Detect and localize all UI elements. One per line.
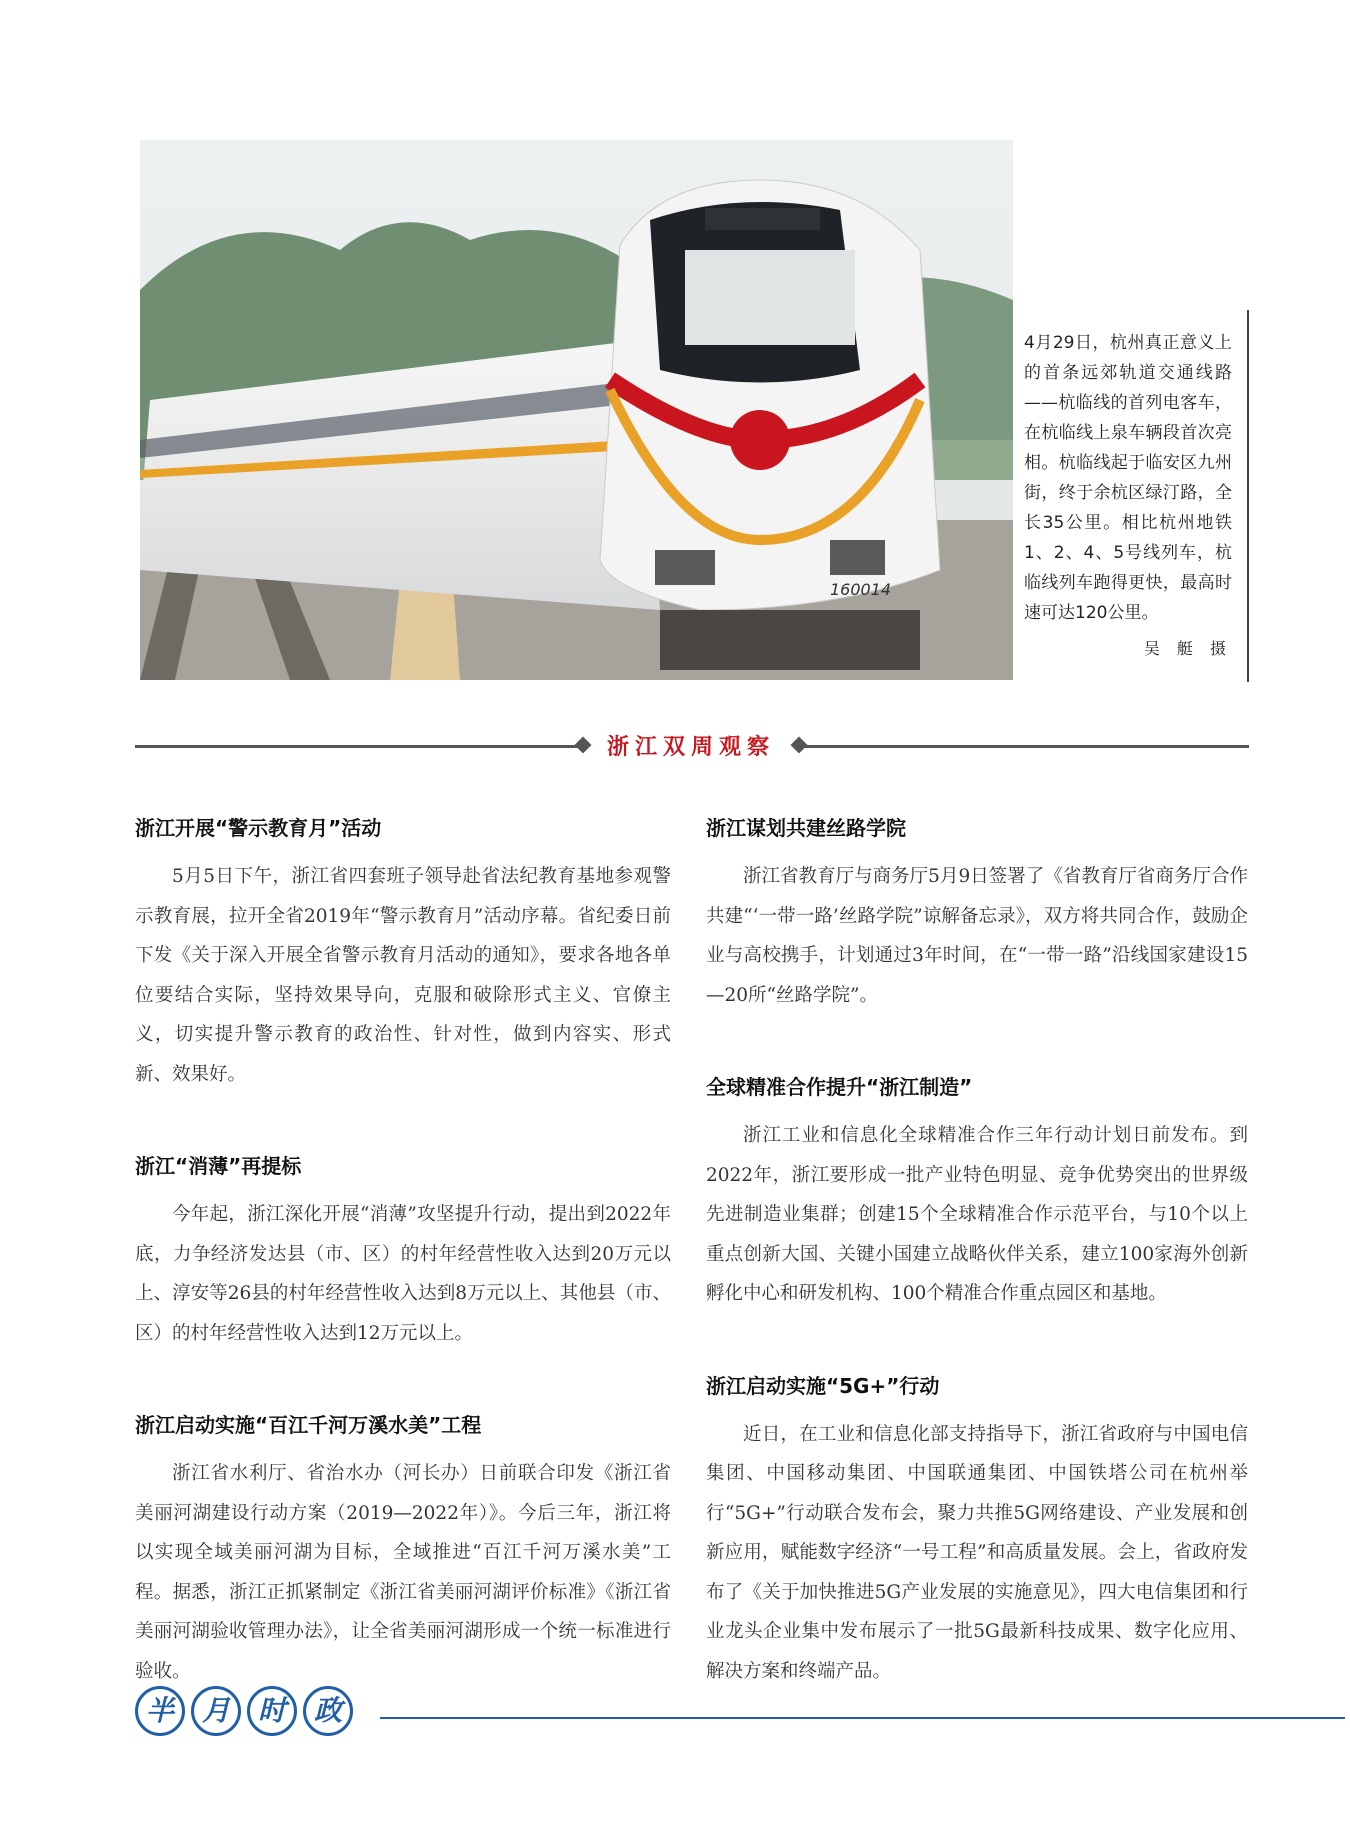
logo-char: 半	[135, 1686, 185, 1736]
logo-char: 月	[191, 1686, 241, 1736]
photo-credit: 吴 艇 摄	[1143, 639, 1232, 658]
article	[706, 812, 1248, 1015]
section-rule-left	[135, 745, 583, 748]
article-body: 浙江省教育厅与商务厅5月9日签署了《省教育厅省商务厅合作共建“‘一带一路’丝路学院”谅解备忘录》，双方将共同合作，鼓励企业与高校携手，计划通过3年时间，在“一带一路”沿线国家建设15—20所“丝路学院”。	[706, 866, 1248, 1006]
article-body: 浙江省水利厅、省治水办（河长办）日前联合印发《浙江省美丽河湖建设行动方案（2019—2022年）》。今后三年，浙江将以实现全域美丽河湖为目标，全域推进“百江千河万溪水美”工程。据悉，浙江正抓紧制定《浙江省美丽河湖评价标准》《浙江省美丽河湖验收管理办法》，让全省美丽河湖形成一个统一标准进行验收。	[135, 1463, 671, 1682]
article-title: 浙江谋划共建丝路学院	[706, 816, 906, 840]
left-column	[135, 812, 671, 1747]
article-body: 今年起，浙江深化开展“消薄”攻坚提升行动，提出到2022年底，力争经济发达县（市、区）的村年经营性收入达到20万元以上、淳安等26县的村年经营性收入达到8万元以上、其他县（市、区）的村年经营性收入达到12万元以上。	[135, 1204, 671, 1344]
logo-char: 时	[247, 1686, 297, 1736]
caption-text: 4月29日，杭州真正意义上的首条远郊轨道交通线路——杭临线的首列电客车，在杭临线上泉车辆段首次亮相。杭临线起于临安区九州街，终于余杭区绿汀路，全长35公里。相比杭州地铁1、2、4、5号线列车，杭临线列车跑得更快，最高时速可达120公里。	[1024, 333, 1232, 623]
article-body: 浙江工业和信息化全球精准合作三年行动计划日前发布。到2022年，浙江要形成一批产业特色明显、竞争优势突出的世界级先进制造业集群；创建15个全球精准合作示范平台，与10个以上重点创新大国、关键小国建立战略伙伴关系，建立100家海外创新孵化中心和研发机构、100个精准合作重点园区和基地。	[706, 1125, 1248, 1304]
article-title: 全球精准合作提升“浙江制造”	[706, 1075, 973, 1099]
article-body: 5月5日下午，浙江省四套班子领导赴省法纪教育基地参观警示教育展，拉开全省2019年“警示教育月”活动序幕。省纪委日前下发《关于深入开展全省警示教育月活动的通知》，要求各地各单位要结合实际，坚持效果导向，克服和破除形式主义、官僚主义，切实提升警示教育的政治性、针对性，做到内容实、形式新、效果好。	[135, 866, 671, 1085]
footer-rule	[380, 1717, 1345, 1719]
section-title: 浙江双周观察	[606, 735, 775, 760]
train-number: 160014	[830, 580, 892, 599]
article-body: 近日，在工业和信息化部支持指导下，浙江省政府与中国电信集团、中国移动集团、中国联通集团、中国铁塔公司在杭州举行“5G+”行动联合发布会，聚力共推5G网络建设、产业发展和创新应用，赋能数字经济“一号工程”和高质量发展。会上，省政府发布了《关于加快推进5G产业发展的实施意见》，四大电信集团和行业龙头企业集中发布展示了一批5G最新科技成果、数字化应用、解决方案和终端产品。	[706, 1423, 1248, 1682]
article-title: 浙江启动实施“百江千河万溪水美”工程	[135, 1413, 482, 1437]
section-rule-right	[799, 745, 1249, 748]
article-title: 浙江启动实施“5G+”行动	[706, 1373, 940, 1398]
article-title: 浙江开展“警示教育月”活动	[135, 816, 382, 840]
magazine-logo	[135, 1686, 353, 1736]
right-column	[706, 812, 1248, 1747]
photo-caption	[1024, 328, 1232, 664]
article	[135, 812, 671, 1094]
article	[135, 1150, 671, 1353]
logo-char: 政	[303, 1686, 353, 1736]
article	[135, 1409, 671, 1691]
train-photo	[140, 140, 1013, 680]
article	[706, 1370, 1248, 1692]
article	[706, 1071, 1248, 1314]
article-title: 浙江“消薄”再提标	[135, 1154, 302, 1178]
